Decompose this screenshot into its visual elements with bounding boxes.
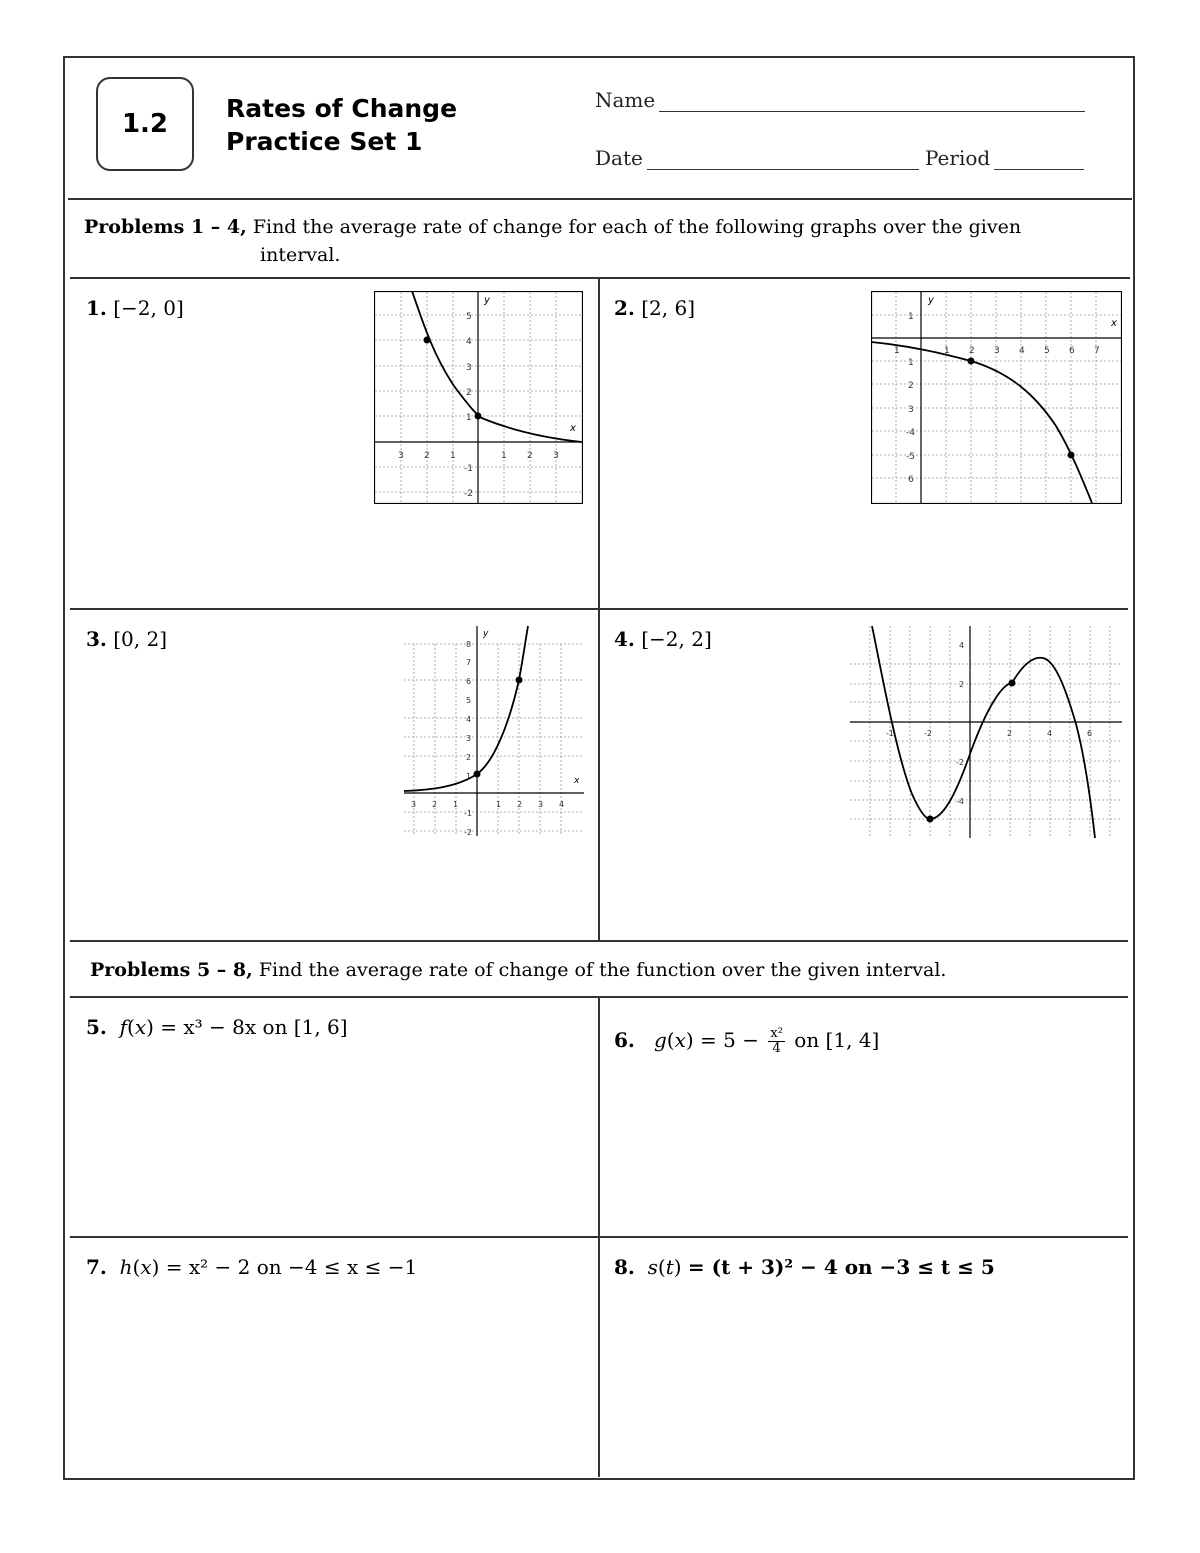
- svg-text:3: 3: [466, 734, 472, 743]
- graph-3-xlabel: x: [574, 776, 580, 786]
- svg-text:5: 5: [1044, 346, 1050, 356]
- svg-text:-2: -2: [464, 828, 472, 837]
- svg-text:1: 1: [450, 451, 456, 461]
- graph-2-ylabel: y: [928, 295, 934, 306]
- graph-problem-3: [404, 624, 586, 839]
- problem-6: 6. g(x) = 5 − $\frac{\text{x²}}{4}$ on [1, 4]: [614, 1026, 880, 1056]
- graph-2-point-b: [1068, 452, 1075, 459]
- graph-4-point-a: [927, 816, 934, 823]
- fraction-numerator: x²: [770, 1026, 783, 1041]
- problem-6-number: 6.: [614, 1028, 635, 1052]
- graph-1-point-b: [475, 413, 482, 420]
- graph-problem-2: [871, 291, 1122, 504]
- svg-text:2: 2: [466, 388, 472, 398]
- name-blank[interactable]: [659, 93, 1085, 112]
- problem-3-number: 3.: [86, 627, 107, 651]
- column-divider-top: [598, 278, 600, 942]
- svg-text:2: 2: [424, 451, 430, 461]
- title-line-2: Practice Set 1: [226, 127, 423, 156]
- date-label: Date: [595, 146, 643, 170]
- svg-text:-4: -4: [956, 797, 964, 806]
- graph-2-curve: [871, 342, 1092, 503]
- svg-text:3: 3: [466, 363, 472, 373]
- svg-text:3: 3: [553, 451, 559, 461]
- fraction-denominator: 4: [772, 1041, 781, 1056]
- svg-text:2: 2: [527, 451, 533, 461]
- period-label: Period: [925, 146, 991, 170]
- svg-text:2: 2: [969, 346, 975, 356]
- title-line-1: Rates of Change: [226, 94, 458, 123]
- problem-2: [614, 296, 695, 320]
- graph-problem-1: [374, 291, 583, 504]
- svg-text:1: 1: [894, 346, 900, 356]
- graph-1-point-a: [424, 337, 431, 344]
- svg-text:6: 6: [1087, 729, 1093, 738]
- worksheet-title: [226, 92, 457, 158]
- period-field[interactable]: [925, 146, 1084, 170]
- problem-5: 5. f(x) = x³ − 8x on [1, 6]: [86, 1015, 348, 1039]
- svg-text:6: 6: [466, 677, 472, 686]
- problem-3-interval: [0, 2]: [113, 627, 168, 651]
- date-field[interactable]: [595, 146, 919, 170]
- svg-text:1: 1: [466, 772, 472, 781]
- svg-text:1: 1: [496, 800, 502, 809]
- problem-6-fname: g: [653, 1028, 667, 1052]
- svg-text:-5: -5: [906, 452, 915, 462]
- name-label: Name: [595, 88, 656, 112]
- graph-1-curve: [412, 291, 582, 442]
- svg-text:1: 1: [501, 451, 507, 461]
- svg-text:2: 2: [959, 680, 965, 689]
- graph-3-point-b: [516, 677, 523, 684]
- svg-text:4: 4: [1047, 729, 1053, 738]
- svg-text:-2: -2: [464, 489, 473, 499]
- problem-5-number: 5.: [86, 1015, 107, 1039]
- svg-text:1: 1: [908, 358, 914, 368]
- svg-text:5: 5: [466, 312, 472, 322]
- svg-text:3: 3: [538, 800, 544, 809]
- graph-4-curve: [872, 626, 1095, 838]
- svg-text:2: 2: [432, 800, 438, 809]
- problem-5-expression: = x³ − 8x on [1, 6]: [160, 1015, 348, 1039]
- svg-text:-1: -1: [464, 809, 472, 818]
- name-field[interactable]: [595, 88, 1085, 112]
- svg-text:3: 3: [398, 451, 404, 461]
- svg-text:3: 3: [411, 800, 417, 809]
- graph-3-ylabel: y: [483, 629, 489, 639]
- graph-problem-4: [848, 624, 1124, 840]
- section1-lead: Problems 1 – 4,: [84, 216, 247, 238]
- svg-text:-1: -1: [886, 729, 894, 738]
- problem-7-number: 7.: [86, 1255, 107, 1279]
- svg-text:2: 2: [1007, 729, 1013, 738]
- problem-5-fname: f: [119, 1015, 128, 1039]
- svg-text:2: 2: [517, 800, 523, 809]
- problem-4-number: 4.: [614, 627, 635, 651]
- svg-text:6: 6: [1069, 346, 1075, 356]
- svg-text:4: 4: [959, 641, 965, 650]
- section2-lead: Problems 5 – 8,: [90, 959, 253, 981]
- graph-2-xlabel: x: [1111, 318, 1117, 329]
- problem-8: 8. s(t) = (t + 3)² − 4 on −3 ≤ t ≤ 5: [614, 1255, 995, 1279]
- section1-instructions-cont: interval.: [260, 244, 341, 266]
- problem-6-expression-a: = 5 −: [700, 1028, 760, 1052]
- svg-text:1: 1: [908, 312, 914, 322]
- svg-text:-2: -2: [924, 729, 932, 738]
- problem-5-var: x: [134, 1015, 147, 1039]
- svg-text:7: 7: [1094, 346, 1100, 356]
- graph-3-point-a: [474, 771, 481, 778]
- section-badge: 1.2: [96, 77, 194, 171]
- section2-text: Find the average rate of change of the function over the given interval.: [258, 959, 947, 981]
- date-blank[interactable]: [647, 151, 919, 170]
- problem-6-expression-b: on [1, 4]: [794, 1028, 880, 1052]
- graph-3-curve: [404, 626, 528, 791]
- svg-text:3: 3: [994, 346, 1000, 356]
- graph-4-point-b: [1009, 680, 1016, 687]
- problem-2-number: 2.: [614, 296, 635, 320]
- svg-text:-1: -1: [464, 464, 473, 474]
- header-divider: [68, 198, 1132, 200]
- problem-7-expression: = x² − 2 on −4 ≤ x ≤ −1: [165, 1255, 418, 1279]
- graph-1-ylabel: y: [484, 295, 490, 306]
- problem-7-fname: h: [119, 1255, 133, 1279]
- problem-7: 7. h(x) = x² − 2 on −4 ≤ x ≤ −1: [86, 1255, 418, 1279]
- problem-1: [86, 296, 184, 320]
- svg-text:7: 7: [466, 658, 472, 667]
- section1-text: Find the average rate of change for each of the following graphs over the given: [252, 216, 1022, 238]
- problem-8-var: t: [665, 1255, 674, 1279]
- svg-text:1: 1: [453, 800, 459, 809]
- problem-3: [86, 627, 167, 651]
- period-blank[interactable]: [994, 151, 1084, 170]
- svg-text:5: 5: [466, 696, 472, 705]
- svg-text:8: 8: [466, 640, 472, 649]
- problem-2-interval: [2, 6]: [641, 296, 696, 320]
- column-divider-bottom: [598, 997, 600, 1477]
- problem-4: [614, 627, 712, 651]
- problem-8-expression: = (t + 3)² − 4 on −3 ≤ t ≤ 5: [687, 1255, 995, 1279]
- graph-1-xlabel: x: [570, 423, 576, 434]
- section2-instructions: [90, 957, 946, 984]
- problem-7-var: x: [140, 1255, 152, 1279]
- svg-text:4: 4: [1019, 346, 1025, 356]
- section1-divider: [70, 277, 1130, 279]
- svg-text:1: 1: [466, 413, 472, 423]
- problem-1-number: 1.: [86, 296, 107, 320]
- problem-8-number: 8.: [614, 1255, 635, 1279]
- svg-text:3: 3: [908, 405, 914, 415]
- svg-text:2: 2: [466, 753, 472, 762]
- problem-1-interval: [−2, 0]: [113, 296, 184, 320]
- problem-6-var: x: [674, 1028, 686, 1052]
- problem-6-fraction: [768, 1027, 785, 1056]
- section1-instructions: [84, 214, 1021, 241]
- svg-text:4: 4: [466, 715, 472, 724]
- problem-4-interval: [−2, 2]: [641, 627, 712, 651]
- svg-text:1: 1: [944, 346, 950, 356]
- graph-2-point-a: [968, 358, 975, 365]
- svg-text:-2: -2: [956, 758, 964, 767]
- problem-8-fname: s: [647, 1255, 658, 1279]
- svg-text:4: 4: [466, 337, 472, 347]
- svg-text:6: 6: [908, 475, 914, 485]
- svg-text:2: 2: [908, 381, 914, 391]
- svg-text:4: 4: [559, 800, 565, 809]
- svg-text:-4: -4: [906, 428, 915, 438]
